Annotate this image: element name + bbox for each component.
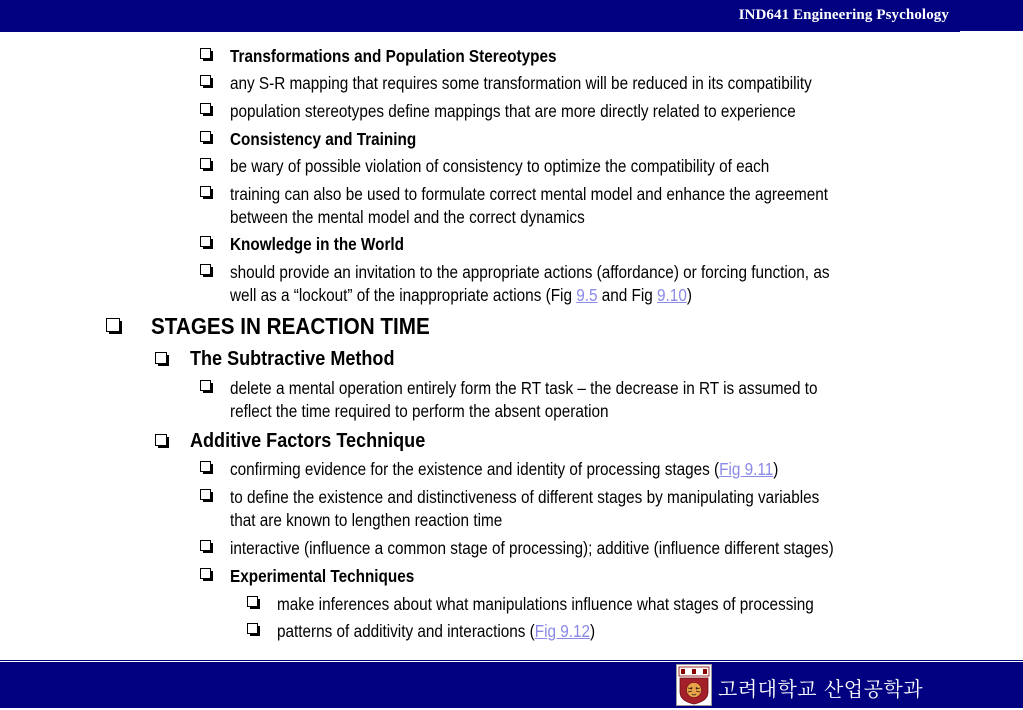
bullet-text: to define the existence and distinctiveness of different stages by manipulating variables: [230, 487, 820, 507]
bullet-text: should provide an invitation to the appropriate actions (affordance) or forcing function, as: [230, 262, 830, 282]
bullet-text: [277, 620, 595, 643]
text-segment: ): [686, 285, 692, 305]
checkbox-bullet-icon: [200, 568, 211, 579]
checkbox-bullet-icon: [200, 540, 211, 551]
text-segment: and Fig: [597, 285, 658, 305]
checkbox-bullet-icon: [200, 264, 211, 275]
fig-9-10-link[interactable]: 9.10: [657, 285, 687, 305]
checkbox-bullet-icon: [155, 434, 167, 446]
bullet-text: training can also be used to formulate correct mental model and enhance the agreement: [230, 184, 829, 204]
bullet-text: population stereotypes define mappings that are more directly related to experience: [230, 101, 796, 121]
bullet-text: be wary of possible violation of consistency to optimize the compatibility of each: [230, 156, 770, 176]
bullet-text: interactive (influence a common stage of processing); additive (influence different stages): [230, 538, 834, 558]
subsection-title: The Subtractive Method: [190, 347, 395, 370]
checkbox-bullet-icon: [200, 158, 211, 169]
checkbox-bullet-icon: [200, 236, 211, 247]
checkbox-bullet-icon: [200, 380, 211, 391]
checkbox-bullet-icon: [200, 186, 211, 197]
fig-9-12-link[interactable]: Fig 9.12: [534, 621, 591, 641]
checkbox-bullet-icon: [247, 623, 258, 634]
bullet-text-continued: between the mental model and the correct dynamics: [230, 207, 585, 227]
bullet-text-continued: reflect the time required to perform the absent operation: [230, 401, 609, 421]
checkbox-bullet-icon: [200, 48, 211, 59]
text-segment: patterns of additivity and interactions (: [277, 621, 535, 641]
bullet-heading: Experimental Techniques: [230, 566, 415, 586]
bullet-text: make inferences about what manipulations influence what stages of processing: [277, 594, 814, 614]
checkbox-bullet-icon: [200, 75, 211, 86]
checkbox-bullet-icon: [106, 318, 120, 332]
text-segment: well as a “lockout” of the inappropriate actions (Fig: [230, 285, 577, 305]
text-segment: ): [773, 459, 779, 479]
course-title: IND641 Engineering Psychology: [738, 7, 949, 23]
checkbox-bullet-icon: [200, 461, 211, 472]
bullet-text-continued: [230, 284, 692, 307]
university-logo: [676, 664, 712, 706]
bullet-heading: Consistency and Training: [230, 129, 417, 149]
footer-rule: [0, 661, 1023, 662]
bullet-text: [230, 458, 778, 481]
tiger-crest-icon: [677, 665, 711, 705]
section-title: STAGES IN REACTION TIME: [151, 313, 430, 339]
fig-9-5-link[interactable]: 9.5: [576, 285, 598, 305]
university-name: 고려대학교 산업공학과: [718, 677, 924, 701]
bullet-text-continued: that are known to lengthen reaction time: [230, 510, 503, 530]
fig-9-11-link[interactable]: Fig 9.11: [719, 459, 774, 479]
bullet-heading: Transformations and Population Stereotypes: [230, 46, 557, 66]
bullet-heading: Knowledge in the World: [230, 234, 405, 254]
bullet-text: any S-R mapping that requires some transformation will be reduced in its compatibility: [230, 73, 812, 93]
checkbox-bullet-icon: [200, 131, 211, 142]
checkbox-bullet-icon: [155, 352, 167, 364]
checkbox-bullet-icon: [200, 103, 211, 114]
bullet-text: delete a mental operation entirely form the RT task – the decrease in RT is assumed to: [230, 378, 818, 398]
text-segment: confirming evidence for the existence and identity of processing stages (: [230, 459, 720, 479]
checkbox-bullet-icon: [200, 489, 211, 500]
subsection-title: Additive Factors Technique: [190, 429, 426, 452]
text-segment: ): [590, 621, 596, 641]
checkbox-bullet-icon: [247, 596, 258, 607]
